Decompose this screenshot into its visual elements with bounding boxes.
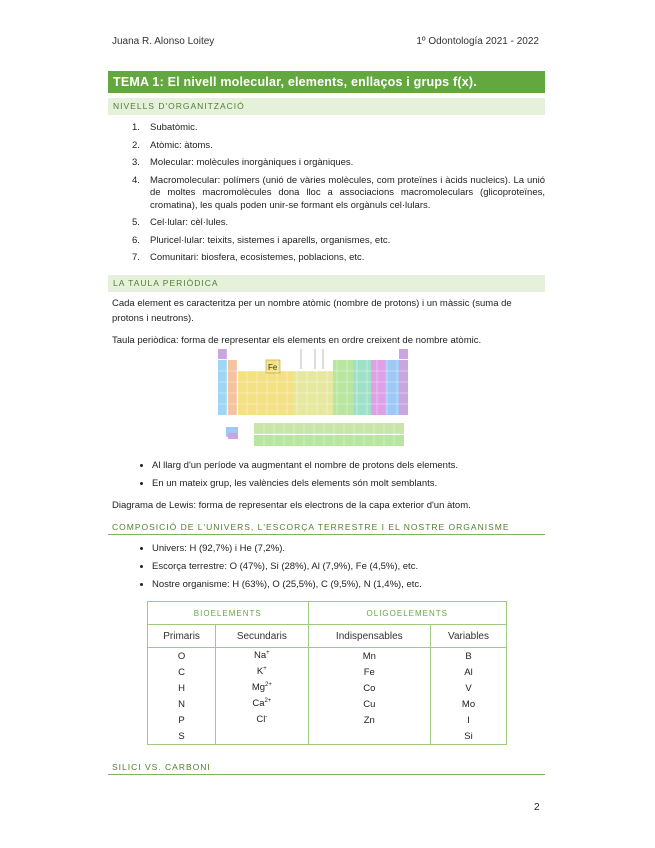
- list-item: • Univers: H (92,7%) i He (7,2%).: [152, 543, 542, 555]
- list-item: 6. Pluricel·lular: teixits, sistemes i aparells, organismes, etc.: [132, 234, 391, 246]
- page-number: 2: [534, 802, 540, 813]
- list-item: • Nostre organisme: H (63%), O (25,5%), C (9,5%), N (1,4%), etc.: [152, 579, 542, 591]
- table-row: S Si: [148, 728, 507, 745]
- ion-cell: $Mg^{2+}$: [216, 680, 308, 696]
- column-header: Variables: [431, 625, 507, 648]
- periodic-table-image: [218, 349, 408, 447]
- section-heading-composition: COMPOSICIÓ DE L'UNIVERS, L'ESCORÇA TERRESTRE I EL NOSTRE ORGANISME: [108, 520, 545, 535]
- paragraph-atomic-number: Cada element es caracteritza per un nombre atòmic (nombre de protons) i un màssic (suma de protons i neutrons).: [112, 298, 512, 324]
- levels-list: [112, 122, 545, 270]
- table-row: H $Mg^{2+}$ Co V: [148, 680, 507, 696]
- table-group-oligoelements: OLIGOELEMENTS: [308, 602, 506, 625]
- list-item: 2. Atòmic: àtoms.: [132, 139, 213, 151]
- chapter-title: TEMA 1: El nivell molecular, elements, enllaços i grups f(x).: [108, 71, 545, 93]
- paragraph-lewis: Diagrama de Lewis: forma de representar els electrons de la capa exterior d'un àtom.: [112, 500, 471, 511]
- bioelements-table: [147, 601, 507, 745]
- header-course: 1º Odontología 2021 - 2022: [416, 36, 539, 47]
- column-header: Indispensables: [308, 625, 431, 648]
- ion-cell: K+: [216, 664, 308, 680]
- section-heading-silicon: SILICI VS. CARBONI: [108, 760, 545, 775]
- column-header: Secundaris: [216, 625, 308, 648]
- list-item: 5. Cel·lular: cèl·lules.: [132, 217, 229, 228]
- table-row: N $Ca^{2+}$ Cu Mo: [148, 696, 507, 712]
- table-row: O Na+ Mn B: [148, 648, 507, 665]
- table-row: P Cl- Zn I: [148, 712, 507, 728]
- list-item: 3. Molecular: molècules inorgàniques i orgàniques.: [132, 157, 354, 168]
- ion-cell: Na+: [216, 648, 308, 665]
- periodic-bullets: [112, 460, 542, 496]
- section-heading-periodic: LA TAULA PERIÒDICA: [108, 275, 545, 292]
- fe-symbol: Fe: [268, 363, 278, 372]
- paragraph-periodic-table: Taula periòdica: forma de representar els elements en ordre creixent de nombre atòmic.: [112, 335, 482, 346]
- list-item: 7. Comunitari: biosfera, ecosistemes, poblacions, etc.: [132, 252, 365, 263]
- header-author: Juana R. Alonso Loitey: [112, 36, 215, 47]
- list-item: • En un mateix grup, les valències dels elements són molt semblants.: [152, 478, 542, 490]
- ion-cell: $Ca^{2+}$: [216, 696, 308, 712]
- composition-bullets: [112, 543, 542, 597]
- ion-cell: Cl-: [216, 712, 308, 728]
- list-item: • Escorça terrestre: O (47%), Si (28%), Al (7,9%), Fe (4,5%), etc.: [152, 561, 542, 573]
- column-header: Primaris: [148, 625, 216, 648]
- periodic-table-cells: [218, 349, 408, 446]
- table-group-bioelements: BIOELEMENTS: [148, 602, 309, 625]
- list-item: 1. Subatòmic.: [132, 122, 198, 133]
- section-heading-levels: NIVELLS D'ORGANITZACIÓ: [108, 98, 545, 115]
- table-row: C K+ Fe Al: [148, 664, 507, 680]
- list-item: • Al llarg d'un període va augmentant el nombre de protons dels elements.: [152, 460, 542, 472]
- list-item: 4. Macromolecular: polímers (unió de vàries molècules, com proteïnes i àcids nucleics). La unió de moltes macromolècules dona lloc a associacions macromoleculars (glicoproteïnes, cromatina), les quals poden unir-se formant els orgànuls cel·lulars.: [132, 174, 545, 211]
